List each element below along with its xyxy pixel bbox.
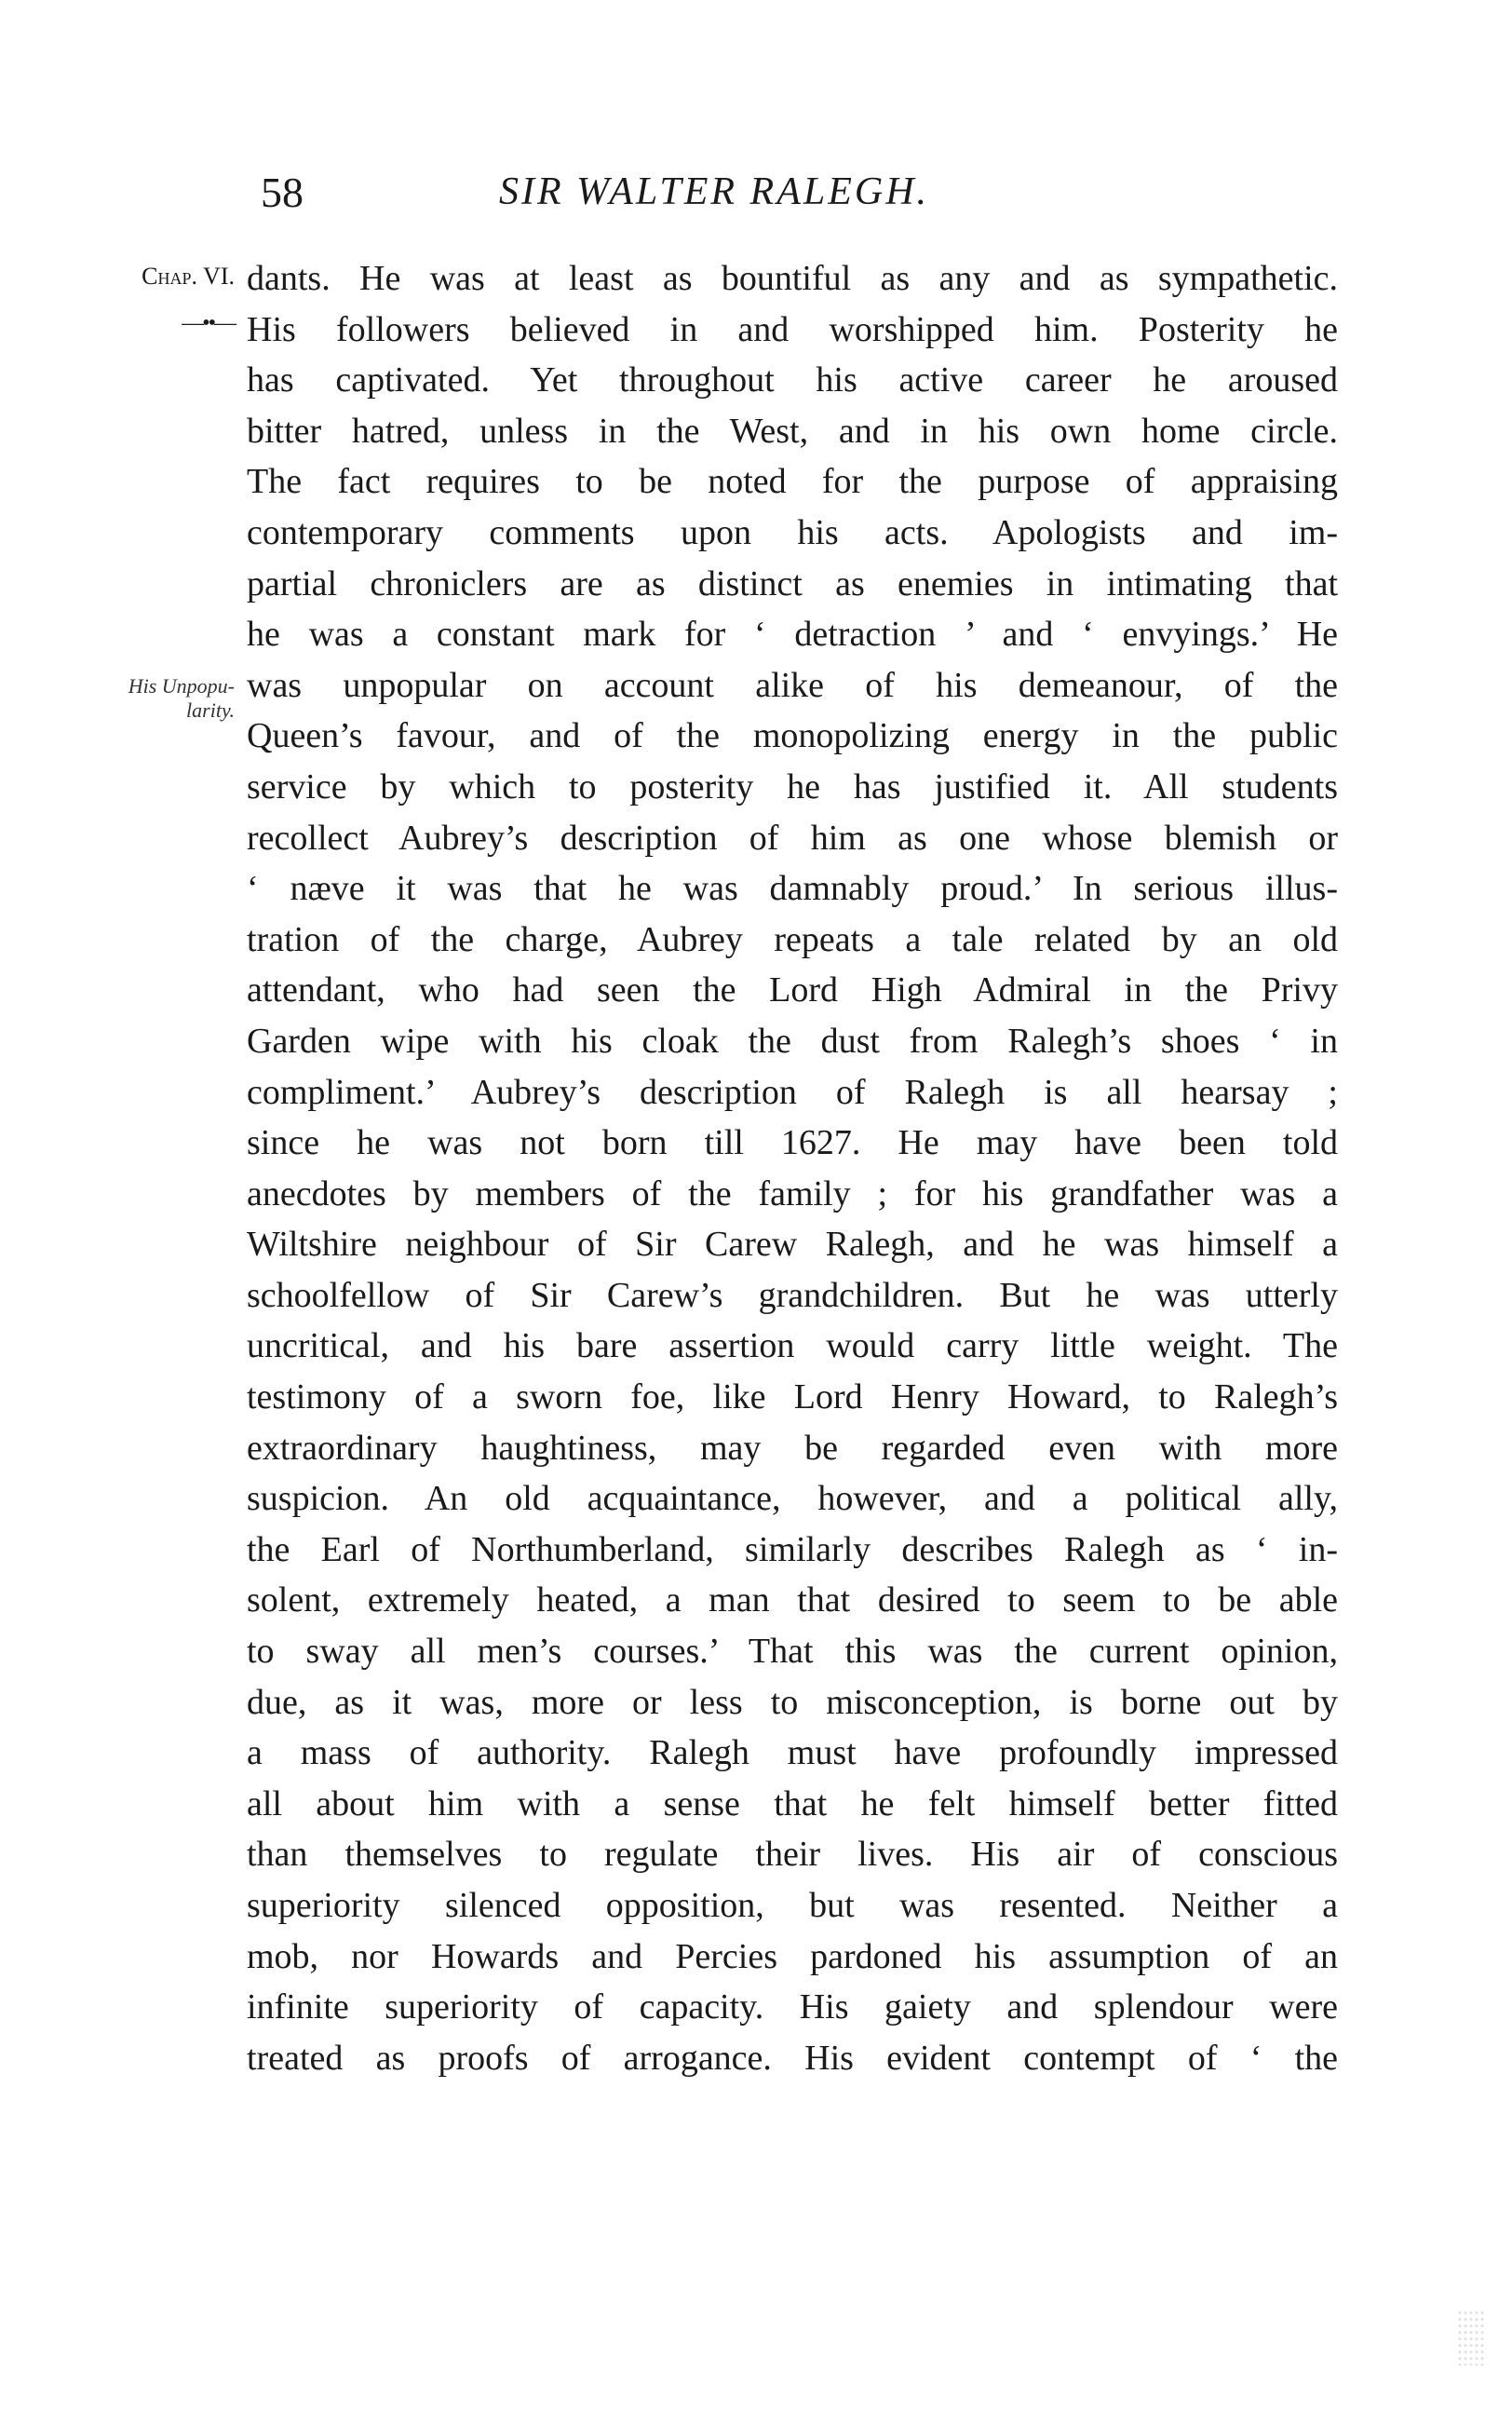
text-line: due, as it was, more or less to misconception, is borne out by [247, 1682, 1338, 1722]
text-line: schoolfellow of Sir Carew’s grandchildren. But he was utterly [247, 1275, 1338, 1315]
text-line: a mass of authority. Ralegh must have profoundly impressed [247, 1733, 1338, 1773]
text-line: uncritical, and his bare assertion would carry little weight. The [247, 1326, 1338, 1366]
text-line: solent, extremely heated, a man that desired to seem to be able [247, 1580, 1338, 1620]
running-head: SIR WALTER RALEGH. [499, 170, 930, 213]
text-line: anecdotes by members of the family ; for his grandfather was a [247, 1173, 1338, 1213]
text-line: recollect Aubrey’s description of him as one whose blemish or [247, 818, 1338, 858]
text-line: superiority silenced opposition, but was resented. Neither a [247, 1886, 1338, 1925]
text-line: His followers believed in and worshipped him. Posterity he [247, 309, 1338, 349]
page-number: 58 [261, 169, 304, 216]
text-line: partial chroniclers are as distinct as enemies in intimating that [247, 563, 1338, 603]
text-line: suspicion. An old acquaintance, however, and a political ally, [247, 1479, 1338, 1519]
text-line: extraordinary haughtiness, may be regarded even with more [247, 1428, 1338, 1468]
text-line: Garden wipe with his cloak the dust from Ralegh’s shoes ‘ in [247, 1021, 1338, 1061]
text-line: Queen’s favour, and of the monopolizing energy in the public [247, 716, 1338, 756]
text-line: the Earl of Northumberland, similarly describes Ralegh as ‘ in- [247, 1529, 1338, 1569]
text-line: has captivated. Yet throughout his active career he aroused [247, 360, 1338, 400]
text-line: treated as proofs of arrogance. His evident contempt of ‘ the [247, 2038, 1338, 2078]
text-line: testimony of a sworn foe, like Lord Henry Howard, to Ralegh’s [247, 1377, 1338, 1417]
text-line: dants. He was at least as bountiful as any and as sympathetic. [247, 259, 1338, 298]
text-line: service by which to posterity he has justified it. All students [247, 766, 1338, 807]
text-line: Wiltshire neighbour of Sir Carew Ralegh, and he was himself a [247, 1225, 1338, 1265]
text-line: tration of the charge, Aubrey repeats a tale related by an old [247, 919, 1338, 959]
text-line: infinite superiority of capacity. His gaiety and splendour were [247, 1987, 1338, 2027]
text-line: attendant, who had seen the Lord High Admiral in the Privy [247, 970, 1338, 1010]
text-line: ‘ næve it was that he was damnably proud.’ In serious illus- [247, 869, 1338, 909]
ornament: —••— [182, 311, 235, 335]
text-line: The fact requires to be noted for the purpose of appraising [247, 462, 1338, 502]
text-line: mob, nor Howards and Percies pardoned his assumption of an [247, 1936, 1338, 1976]
side-note-line: larity. [186, 698, 235, 722]
side-note-line: His Unpopu- [128, 674, 235, 698]
text-line: compliment.’ Aubrey’s description of Ralegh is all hearsay ; [247, 1072, 1338, 1112]
body-text [247, 253, 1338, 2083]
text-line: contemporary comments upon his acts. Apologists and im- [247, 512, 1338, 552]
text-line: to sway all men’s courses.’ That this was the current opinion, [247, 1632, 1338, 1672]
text-line: he was a constant mark for ‘ detraction ’ and ‘ envyings.’ He [247, 615, 1338, 655]
text-line: than themselves to regulate their lives. His air of conscious [247, 1835, 1338, 1875]
chapter-label: Chap. VI. [142, 263, 235, 290]
text-line: was unpopular on account alike of his demeanour, of the [247, 665, 1338, 705]
side-note [74, 674, 235, 723]
text-line: since he was not born till 1627. He may have been told [247, 1123, 1338, 1163]
text-line: all about him with a sense that he felt himself better fitted [247, 1783, 1338, 1823]
text-line: bitter hatred, unless in the West, and in his own home circle. [247, 411, 1338, 451]
scan-specks [1457, 2310, 1485, 2366]
